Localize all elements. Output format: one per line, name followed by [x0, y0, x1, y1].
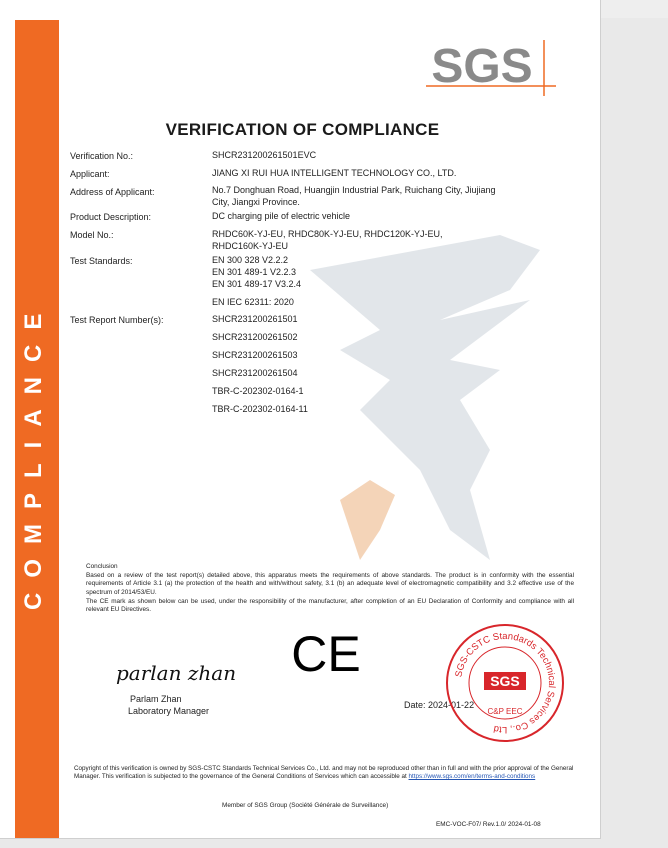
standard-item: EN 301 489-1 V2.2.3 — [212, 267, 297, 277]
standard-item: EN 301 489-17 V3.2.4 — [212, 279, 302, 289]
conclusion-paragraph-2: The CE mark as shown below can be used, under the responsibility of the manufacturer, after completion of an EU Declaration of Conformity and compliance with all relevant EU Directives. — [86, 597, 574, 614]
verification-no-label: Verification No.: — [70, 151, 134, 161]
stamp-ring-text: SGS-CSTC Standards Technical Services Co., Ltd — [453, 630, 558, 736]
signature-script: parlan zhan — [116, 661, 237, 685]
stamp-center-text: SGS — [490, 673, 520, 689]
standard-item: EN 300 328 V2.2.2 — [212, 255, 289, 265]
copyright-notice — [74, 765, 584, 781]
report-number: SHCR231200261503 — [212, 350, 298, 360]
document-code: EMC-VOC-F07/ Rev.1.0/ 2024-01-08 — [436, 821, 541, 828]
product-label: Product Description: — [70, 212, 152, 222]
company-stamp — [444, 622, 566, 744]
report-number: SHCR231200261501 — [212, 314, 298, 324]
standard-item: EN IEC 62311: 2020 — [212, 297, 294, 307]
stamp-bottom-text: C&P EEC — [487, 707, 523, 716]
model-value-line2: RHDC160K-YJ-EU — [212, 241, 289, 251]
standards-label: Test Standards: — [70, 256, 133, 266]
signatory-role: Laboratory Manager — [128, 706, 210, 716]
date-value: 2024-01-22 — [428, 700, 475, 710]
address-value-line1: No.7 Donghuan Road, Huangjin Industrial Park, Ruichang City, Jiujiang — [212, 185, 496, 195]
applicant-value: JIANG XI RUI HUA INTELLIGENT TECHNOLOGY CO., LTD. — [212, 168, 457, 178]
model-label: Model No.: — [70, 230, 114, 240]
ce-mark-text: CE — [291, 628, 361, 678]
address-value-line2: City, Jiangxi Province. — [212, 197, 300, 207]
product-value: DC charging pile of electric vehicle — [212, 211, 351, 221]
address-label: Address of Applicant: — [70, 187, 155, 197]
verification-no-value: SHCR231200261501EVC — [212, 150, 317, 160]
copyright-text: Copyright of this verification is owned by SGS-CSTC Standards Technical Services Co., Ltd. and may not be reproduced other than in full and with the prior approval of the General Manager. This verification is subjected to the governance of the General Conditions of Services which can accessible at — [74, 765, 574, 781]
ce-mark — [286, 628, 366, 678]
terms-link[interactable]: https://www.sgs.com/en/terms-and-conditions — [408, 773, 536, 781]
signatory-name: Parlam Zhan — [130, 694, 182, 704]
report-number: TBR-C-202302-0164-11 — [212, 404, 308, 414]
conclusion-block — [86, 563, 574, 615]
page-title: VERIFICATION OF COMPLIANCE — [165, 120, 440, 139]
report-number: SHCR231200261502 — [212, 332, 298, 342]
sgs-logo-text: SGS — [431, 40, 533, 93]
compliance-band-text: COMPLIANCE — [20, 298, 47, 610]
sgs-logo — [418, 36, 558, 98]
signature — [112, 650, 242, 692]
conclusion-paragraph-1: Based on a review of the test report(s) detailed above, this apparatus meets the requirements of above standards. The product is in conformity with the essential requirements of Article 3.1 (a) the protection of the health and with/without safety, 3.1 (b) an adequate level of electromagnetic compatibility and 3.2 effective use of the spectrum of 2014/53/EU. — [86, 572, 574, 596]
model-value-line1: RHDC60K-YJ-EU, RHDC80K-YJ-EU, RHDC120K-YJ-EU, — [212, 229, 443, 239]
date-label: Date: — [404, 700, 426, 710]
reports-label: Test Report Number(s): — [70, 315, 164, 325]
report-number: TBR-C-202302-0164-1 — [212, 386, 304, 396]
conclusion-heading: Conclusion — [86, 563, 118, 570]
applicant-label: Applicant: — [70, 169, 110, 179]
report-number: SHCR231200261504 — [212, 368, 298, 378]
member-line: Member of SGS Group (Société Générale de Surveillance) — [222, 802, 389, 809]
